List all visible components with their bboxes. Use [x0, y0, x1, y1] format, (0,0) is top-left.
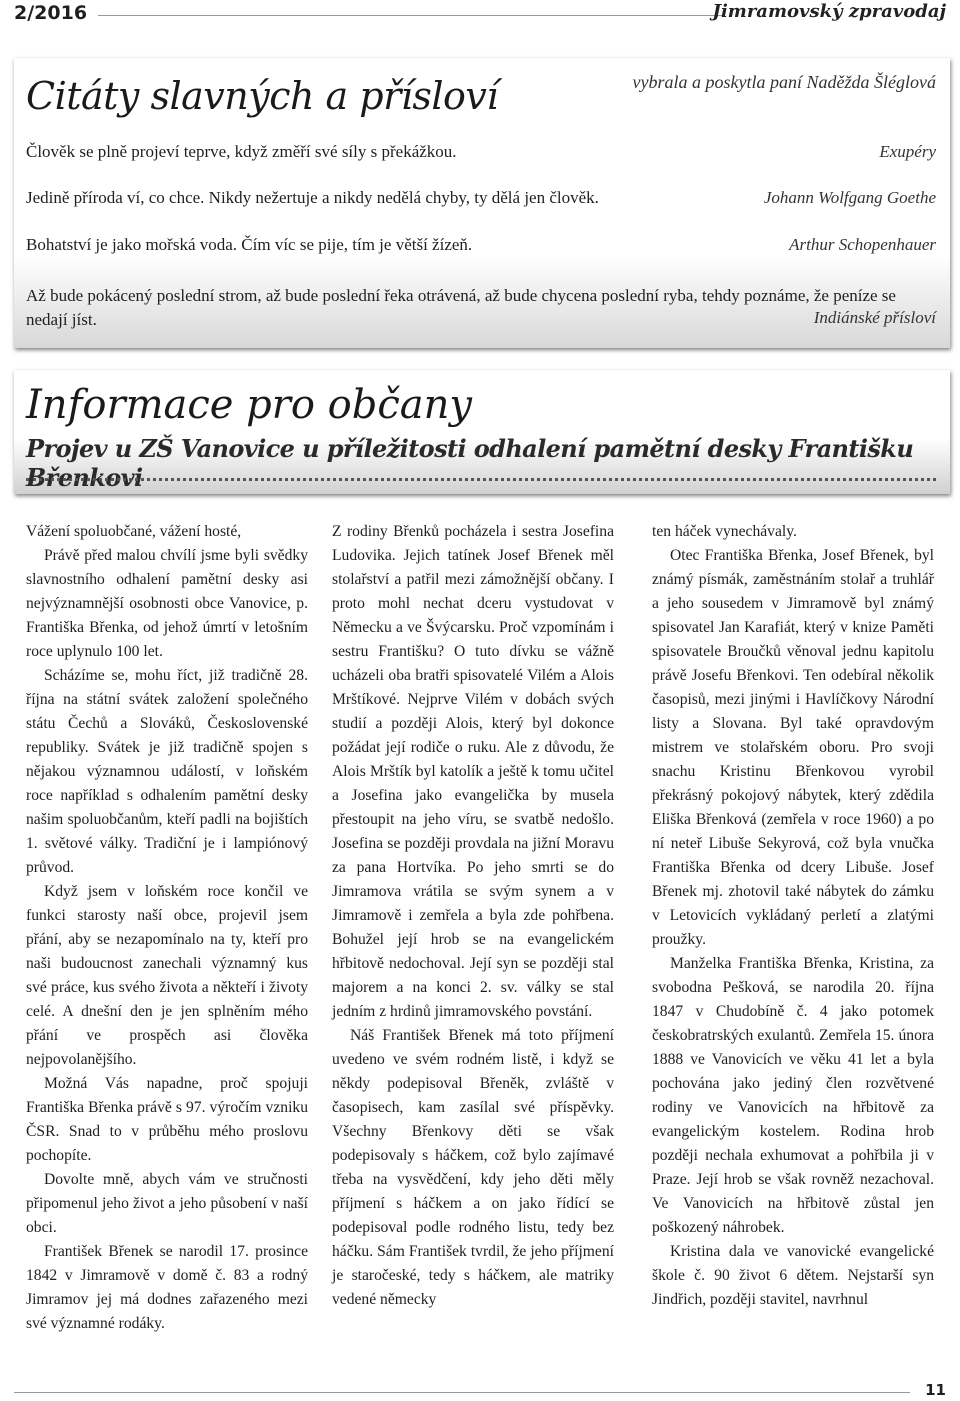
header-rule [98, 15, 724, 16]
quote-author: Johann Wolfgang Goethe [763, 188, 936, 207]
page-number: 11 [925, 1381, 946, 1399]
quotes-credit: vybrala a poskytla paní Naděžda Šléglová [632, 72, 936, 92]
quote-text: Jedině příroda ví, co chce. Nikdy nežertuje a nikdy nedělá chyby, ty dělá jen člověk. [26, 188, 599, 207]
quote-author: Exupéry [879, 142, 936, 161]
paragraph: Náš František Břenek má toto příjmení uvedeno ve svém rodném listě, i když se někdy podepisoval Břeněk, zvláště v časopisech, kam zasílal své příspěvky. Všechny Břenkovy děti se však podepisovaly s háčkem, což bylo zajímavé třeba na vysvědčení, kdy jeho děti měly příjmení s háčkem a on jako řídící se podepisoval podle rodného listu, tedy bez háčku. Sám František tvrdil, že jeho příjmení je staročeské, tedy s háčkem, ale matriky vedené německy [332, 1027, 614, 1308]
footer-rule [14, 1392, 910, 1393]
page-header [14, 0, 946, 32]
quote-text: Bohatství je jako mořská voda. Čím víc se pije, tím je větší žízeň. [26, 235, 473, 254]
info-box [14, 370, 950, 494]
paragraph: Možná Vás napadne, proč spojuji Františka Břenka právě s 97. výročím vzniku ČSR. Snad to v průběhu mého proslovu pochopíte. [26, 1075, 308, 1164]
paragraph: ten háček vynechávaly. [652, 523, 797, 540]
paragraph: Manželka Františka Břenka, Kristina, za svobodna Pešková, se narodila 20. října 1847 v Chudobíně č. 4 jako potomek českobratrských exulantů. Zemřela 15. února 1888 ve Vanovicích ve věku 41 let a byla pochována jako jediný člen rozvětvené rodiny ve Vanovicích na hřbitově za evangelickým kostelem. Rodina hrob později nechala exhumovat a pohřbila ji v Praze. Její hrob se však rovněž nezachoval. Ve Vanovicích na hřbitově zůstal jen poškozený náhrobek. [652, 955, 934, 1236]
paragraph: Z rodiny Břenků pocházela i sestra Josefina Ludovika. Jejich tatínek Josef Břenek měl stolařství a patřil mezi zámožnější občany. I proto mohl nechat dceru vystudovat v Německu a ve Švýcarsku. Proč vzpomínám i sestru Františku? O tuto dívku se vážně ucházeli oba bratři spisovatelé Vilém a Alois Mrštíkové. Nejprve Vilém v dobách svých studií a později Alois, který byl dokonce požádat její rodiče o ruku. Ale z důvodu, že Alois Mrštík byl katolík a ještě k tomu učitel a Josefina jako evangelička by musela přestoupit na jeho víru, se svatbě nedošlo. Josefina se později provdala na jižní Moravu za pana Hortvíka. Po jeho smrti se do Jimramova vrátila se svým synem a v Jimramově i zemřela a byla zde pohřbena. Bohužel její hrob se na evangelickém hřbitově nedochoval. Její syn se později stal majorem a na konci 2. sv. války se stal jedním z hrdinů jimramovského povstání. [332, 523, 614, 1020]
paragraph: František Břenek se narodil 17. prosince 1842 v Jimramově v domě č. 83 a rodný Jimramov jej má dodnes zařazeného mezi své významné rodáky. [26, 1243, 308, 1332]
section-title: Informace pro občany [26, 382, 472, 428]
magazine-title: Jimramovský zpravodaj [712, 1, 946, 22]
paragraph: Když jsem v loňském roce končil ve funkci starosty naší obce, projevil jsem přání, aby se nezapomínalo na ty, kteří pro naši budoucnost zanechali významný kus své práce, kus svého života a někteří i životy celé. A dnešní den je jen splněním mého přání ve prospěch asi člověka nejpovolanějšího. [26, 883, 308, 1068]
quotes-title: Citáty slavných a přísloví [26, 74, 499, 118]
paragraph: Právě před malou chvílí jsme byli svědky slavnostního odhalení pamětní desky asi nejvýznamnější osobnosti obce Vanovice, p. Františka Břenka, od jehož úmrtí v letošním roce uplynulo 100 let. [26, 547, 308, 660]
quote-text: Až bude pokácený poslední strom, až bude poslední řeka otrávená, až bude chycena poslední ryba, tehdy poznáme, že peníze se nedají jíst. [26, 286, 896, 329]
quote-author: Arthur Schopenhauer [789, 235, 936, 254]
article-column-2 [332, 520, 614, 1312]
article-column-3 [652, 520, 934, 1312]
article-column-1 [26, 520, 308, 1336]
issue-number: 2/2016 [14, 2, 88, 24]
dotted-divider [26, 478, 936, 481]
section-subtitle: Projev u ZŠ Vanovice u příležitosti odhalení pamětní desky Františku Břenkovi [26, 434, 914, 492]
quote-author: Indiánské přísloví [813, 308, 936, 327]
paragraph: Vážení spoluobčané, vážení hosté, [26, 523, 242, 540]
paragraph: Otec Františka Břenka, Josef Břenek, byl známý písmák, zaměstnáním stolař a truhlář a jeho sousedem v Jimramově byl známý spisovatel Jan Karafiát, který v knize Paměti spisovatele Broučků věnoval jednu kapitolu právě Josefu Břenkovi. Ten odebíral několik časopisů, mezi jinými i Havlíčkovy Národní listy a Slovana. Byl také opravdovým mistrem ve stolařském oboru. Pro svoji snachu Kristinu Břenkovou vyrobil překrásný pokojový nábytek, který zdědila Eliška Břenková (zemřela v roce 1960) a po ní neteř Libuše Sekyrová, což byla vnučka Františka Břenka od dcery Libuše. Josef Břenek mj. zhotovil také nábytek do zámku v Letovicích vykládaný perletí a zlatými proužky. [652, 547, 934, 948]
quotes-box [14, 58, 950, 348]
paragraph: Scházíme se, mohu říct, již tradičně 28. října na státní svátek založení společného státu Čechů a Slováků, Československé republiky. Svátek je již tradičně spojen s nějakou významnou událostí, v loňském roce například s odhalením pamětní desky našim spoluobčanům, kteří padli na bojištích 1. světové války. Tradiční je i lampiónový průvod. [26, 667, 308, 876]
paragraph: Dovolte mně, abych vám ve stručnosti připomenul jeho život a jeho působení v naší obci. [26, 1171, 308, 1236]
paragraph: Kristina dala ve vanovické evangelické škole č. 90 život 6 dětem. Nejstarší syn Jindřich, později stavitel, navrhnul [652, 1243, 934, 1308]
quote-text: Člověk se plně projeví teprve, když změří své síly s překážkou. [26, 142, 457, 161]
